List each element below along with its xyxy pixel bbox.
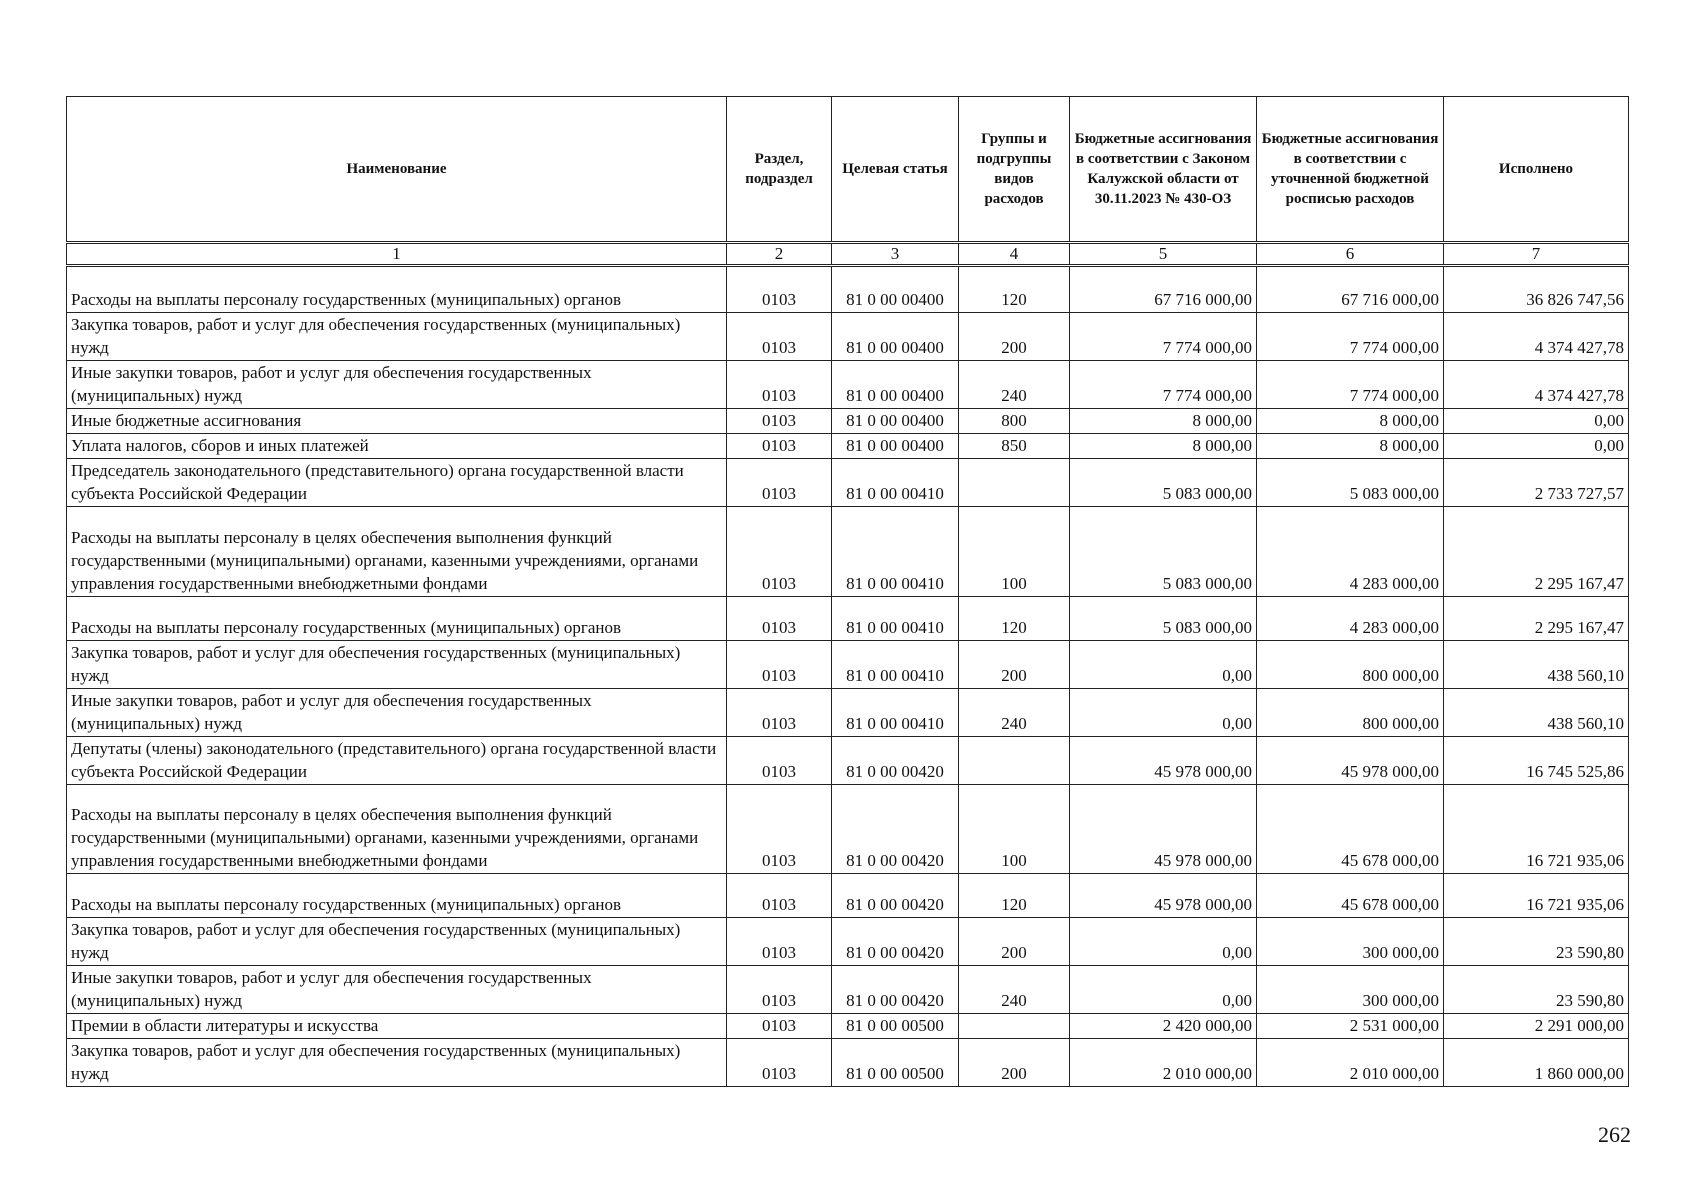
table-row xyxy=(67,434,1629,459)
column-number: 5 xyxy=(1070,243,1257,266)
column-number: 2 xyxy=(727,243,832,266)
row-name: Закупка товаров, работ и услуг для обеспечения государственных (муниципальных) нужд xyxy=(67,641,727,689)
row-executed-amount: 16 745 525,86 xyxy=(1444,737,1629,785)
row-section: 0103 xyxy=(727,1014,832,1039)
table-body xyxy=(67,266,1629,1087)
row-section: 0103 xyxy=(727,785,832,874)
row-section: 0103 xyxy=(727,507,832,597)
row-name: Уплата налогов, сборов и иных платежей xyxy=(67,434,727,459)
column-number-row xyxy=(67,243,1629,266)
row-executed-amount: 4 374 427,78 xyxy=(1444,313,1629,361)
row-executed-amount: 23 590,80 xyxy=(1444,966,1629,1014)
row-executed-amount: 0,00 xyxy=(1444,434,1629,459)
column-number: 4 xyxy=(959,243,1070,266)
row-law-amount: 8 000,00 xyxy=(1070,434,1257,459)
row-group: 120 xyxy=(959,597,1070,641)
row-group: 100 xyxy=(959,507,1070,597)
row-group: 200 xyxy=(959,1039,1070,1087)
row-name: Закупка товаров, работ и услуг для обеспечения государственных (муниципальных) нужд xyxy=(67,918,727,966)
header-target: Целевая статья xyxy=(832,97,959,243)
row-target: 81 0 00 00500 xyxy=(832,1039,959,1087)
row-target: 81 0 00 00420 xyxy=(832,874,959,918)
row-refined-amount: 8 000,00 xyxy=(1257,434,1444,459)
row-group: 200 xyxy=(959,918,1070,966)
row-refined-amount: 7 774 000,00 xyxy=(1257,313,1444,361)
row-target: 81 0 00 00400 xyxy=(832,409,959,434)
row-section: 0103 xyxy=(727,409,832,434)
header-section: Раздел, подраздел xyxy=(727,97,832,243)
row-refined-amount: 300 000,00 xyxy=(1257,918,1444,966)
row-target: 81 0 00 00410 xyxy=(832,507,959,597)
table-row xyxy=(67,361,1629,409)
column-number: 1 xyxy=(67,243,727,266)
row-name: Расходы на выплаты персоналу государственных (муниципальных) органов xyxy=(67,874,727,918)
table-row xyxy=(67,966,1629,1014)
table-row xyxy=(67,409,1629,434)
row-executed-amount: 438 560,10 xyxy=(1444,689,1629,737)
row-section: 0103 xyxy=(727,434,832,459)
row-group xyxy=(959,459,1070,507)
row-law-amount: 45 978 000,00 xyxy=(1070,737,1257,785)
row-target: 81 0 00 00400 xyxy=(832,266,959,313)
row-name: Иные закупки товаров, работ и услуг для обеспечения государственных (муниципальных) нужд xyxy=(67,689,727,737)
table-row xyxy=(67,459,1629,507)
row-group: 120 xyxy=(959,266,1070,313)
table-row xyxy=(67,1039,1629,1087)
row-section: 0103 xyxy=(727,313,832,361)
row-group: 850 xyxy=(959,434,1070,459)
row-refined-amount: 67 716 000,00 xyxy=(1257,266,1444,313)
row-name: Закупка товаров, работ и услуг для обеспечения государственных (муниципальных) нужд xyxy=(67,313,727,361)
table-row xyxy=(67,266,1629,313)
row-executed-amount: 0,00 xyxy=(1444,409,1629,434)
table-row xyxy=(67,785,1629,874)
row-executed-amount: 23 590,80 xyxy=(1444,918,1629,966)
row-section: 0103 xyxy=(727,874,832,918)
table-row xyxy=(67,507,1629,597)
row-refined-amount: 4 283 000,00 xyxy=(1257,597,1444,641)
row-name: Депутаты (члены) законодательного (представительного) органа государственной власти субъекта Российской Федерации xyxy=(67,737,727,785)
row-refined-amount: 800 000,00 xyxy=(1257,641,1444,689)
row-target: 81 0 00 00420 xyxy=(832,785,959,874)
row-refined-amount: 300 000,00 xyxy=(1257,966,1444,1014)
row-name: Иные закупки товаров, работ и услуг для обеспечения государственных (муниципальных) нужд xyxy=(67,966,727,1014)
header-law: Бюджетные ассигнования в соответствии с Законом Калужской области от 30.11.2023 № 430-ОЗ xyxy=(1070,97,1257,243)
row-group: 120 xyxy=(959,874,1070,918)
row-name: Закупка товаров, работ и услуг для обеспечения государственных (муниципальных) нужд xyxy=(67,1039,727,1087)
budget-table xyxy=(66,96,1629,1087)
row-name: Иные закупки товаров, работ и услуг для обеспечения государственных (муниципальных) нужд xyxy=(67,361,727,409)
table-row xyxy=(67,874,1629,918)
row-law-amount: 8 000,00 xyxy=(1070,409,1257,434)
row-name: Расходы на выплаты персоналу государственных (муниципальных) органов xyxy=(67,597,727,641)
row-law-amount: 45 978 000,00 xyxy=(1070,874,1257,918)
row-name: Председатель законодательного (представительного) органа государственной власти субъекта Российской Федерации xyxy=(67,459,727,507)
row-group xyxy=(959,737,1070,785)
row-group: 200 xyxy=(959,313,1070,361)
row-section: 0103 xyxy=(727,689,832,737)
row-group: 240 xyxy=(959,966,1070,1014)
row-target: 81 0 00 00420 xyxy=(832,737,959,785)
row-section: 0103 xyxy=(727,361,832,409)
row-target: 81 0 00 00410 xyxy=(832,641,959,689)
row-target: 81 0 00 00400 xyxy=(832,313,959,361)
row-refined-amount: 8 000,00 xyxy=(1257,409,1444,434)
row-target: 81 0 00 00400 xyxy=(832,361,959,409)
row-executed-amount: 4 374 427,78 xyxy=(1444,361,1629,409)
row-name: Расходы на выплаты персоналу в целях обеспечения выполнения функций государственными (муниципальными) органами, казенными учреждениями, органами управления государственными внебюджетными фондами xyxy=(67,507,727,597)
table-row xyxy=(67,313,1629,361)
row-law-amount: 7 774 000,00 xyxy=(1070,313,1257,361)
table-row xyxy=(67,737,1629,785)
row-executed-amount: 16 721 935,06 xyxy=(1444,785,1629,874)
row-refined-amount: 7 774 000,00 xyxy=(1257,361,1444,409)
header-refined: Бюджетные ассигнования в соответствии с уточненной бюджетной росписью расходов xyxy=(1257,97,1444,243)
row-law-amount: 0,00 xyxy=(1070,918,1257,966)
row-refined-amount: 45 678 000,00 xyxy=(1257,785,1444,874)
row-refined-amount: 2 010 000,00 xyxy=(1257,1039,1444,1087)
row-executed-amount: 2 291 000,00 xyxy=(1444,1014,1629,1039)
row-refined-amount: 800 000,00 xyxy=(1257,689,1444,737)
column-number: 7 xyxy=(1444,243,1629,266)
row-refined-amount: 2 531 000,00 xyxy=(1257,1014,1444,1039)
table-row xyxy=(67,597,1629,641)
row-law-amount: 5 083 000,00 xyxy=(1070,597,1257,641)
row-name: Премии в области литературы и искусства xyxy=(67,1014,727,1039)
row-group: 240 xyxy=(959,689,1070,737)
row-law-amount: 5 083 000,00 xyxy=(1070,459,1257,507)
column-number: 3 xyxy=(832,243,959,266)
row-target: 81 0 00 00410 xyxy=(832,459,959,507)
table-row xyxy=(67,1014,1629,1039)
header-row xyxy=(67,97,1629,243)
table-row xyxy=(67,641,1629,689)
row-name: Иные бюджетные ассигнования xyxy=(67,409,727,434)
row-section: 0103 xyxy=(727,966,832,1014)
row-section: 0103 xyxy=(727,1039,832,1087)
row-group: 200 xyxy=(959,641,1070,689)
page-number: 262 xyxy=(1598,1122,1631,1147)
row-law-amount: 2 010 000,00 xyxy=(1070,1039,1257,1087)
row-executed-amount: 2 733 727,57 xyxy=(1444,459,1629,507)
row-executed-amount: 36 826 747,56 xyxy=(1444,266,1629,313)
row-section: 0103 xyxy=(727,918,832,966)
row-target: 81 0 00 00400 xyxy=(832,434,959,459)
row-group: 100 xyxy=(959,785,1070,874)
column-number: 6 xyxy=(1257,243,1444,266)
row-section: 0103 xyxy=(727,737,832,785)
row-target: 81 0 00 00420 xyxy=(832,918,959,966)
row-section: 0103 xyxy=(727,641,832,689)
row-refined-amount: 45 978 000,00 xyxy=(1257,737,1444,785)
row-law-amount: 0,00 xyxy=(1070,966,1257,1014)
row-group: 800 xyxy=(959,409,1070,434)
row-executed-amount: 438 560,10 xyxy=(1444,641,1629,689)
header-executed: Исполнено xyxy=(1444,97,1629,243)
row-executed-amount: 2 295 167,47 xyxy=(1444,507,1629,597)
row-target: 81 0 00 00410 xyxy=(832,597,959,641)
row-law-amount: 0,00 xyxy=(1070,641,1257,689)
header-name: Наименование xyxy=(67,97,727,243)
row-law-amount: 2 420 000,00 xyxy=(1070,1014,1257,1039)
row-section: 0103 xyxy=(727,459,832,507)
row-section: 0103 xyxy=(727,597,832,641)
table-row xyxy=(67,689,1629,737)
row-law-amount: 0,00 xyxy=(1070,689,1257,737)
row-law-amount: 67 716 000,00 xyxy=(1070,266,1257,313)
row-name: Расходы на выплаты персоналу в целях обеспечения выполнения функций государственными (муниципальными) органами, казенными учреждениями, органами управления государственными внебюджетными фондами xyxy=(67,785,727,874)
row-executed-amount: 16 721 935,06 xyxy=(1444,874,1629,918)
row-law-amount: 45 978 000,00 xyxy=(1070,785,1257,874)
row-executed-amount: 1 860 000,00 xyxy=(1444,1039,1629,1087)
row-target: 81 0 00 00500 xyxy=(832,1014,959,1039)
row-target: 81 0 00 00410 xyxy=(832,689,959,737)
row-refined-amount: 45 678 000,00 xyxy=(1257,874,1444,918)
row-section: 0103 xyxy=(727,266,832,313)
row-law-amount: 5 083 000,00 xyxy=(1070,507,1257,597)
row-target: 81 0 00 00420 xyxy=(832,966,959,1014)
header-group: Группы и подгруппы видов расходов xyxy=(959,97,1070,243)
row-law-amount: 7 774 000,00 xyxy=(1070,361,1257,409)
row-refined-amount: 5 083 000,00 xyxy=(1257,459,1444,507)
row-group xyxy=(959,1014,1070,1039)
row-name: Расходы на выплаты персоналу государственных (муниципальных) органов xyxy=(67,266,727,313)
row-group: 240 xyxy=(959,361,1070,409)
row-refined-amount: 4 283 000,00 xyxy=(1257,507,1444,597)
row-executed-amount: 2 295 167,47 xyxy=(1444,597,1629,641)
table-row xyxy=(67,918,1629,966)
